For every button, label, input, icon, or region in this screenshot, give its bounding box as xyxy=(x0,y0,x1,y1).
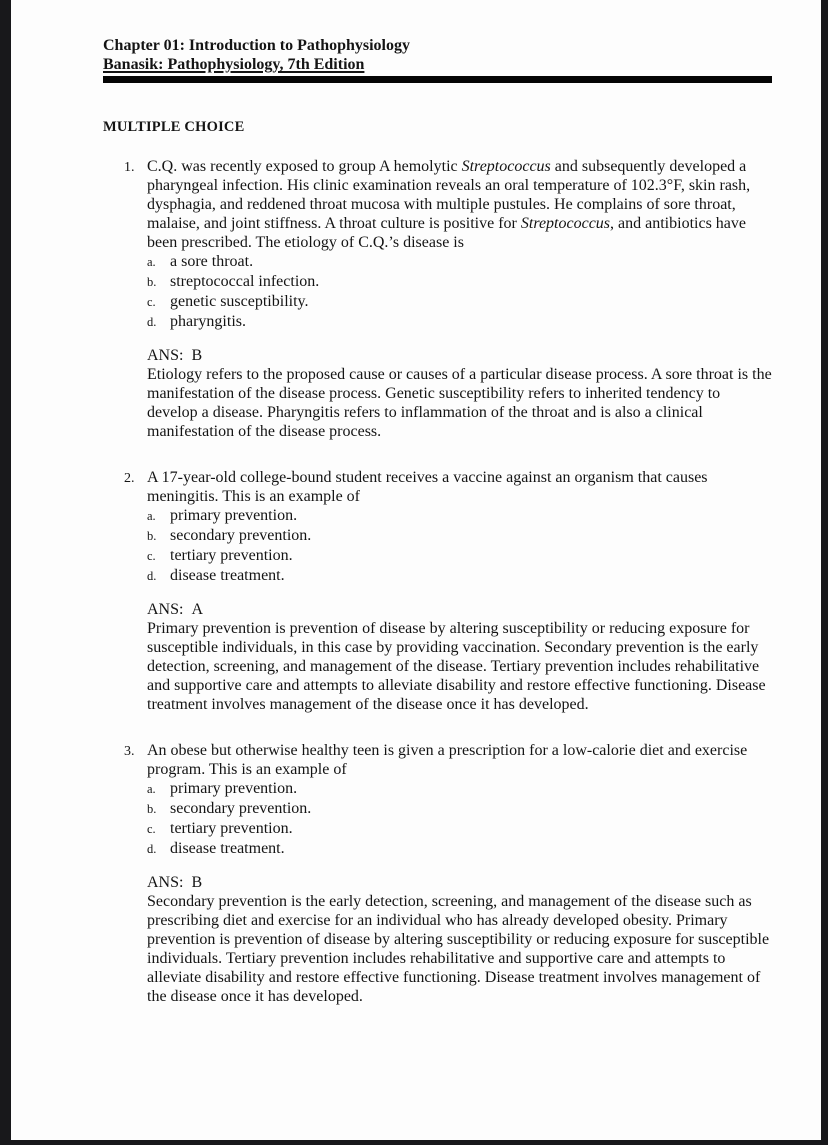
question-stem: C.Q. was recently exposed to group A hemolytic Streptococcus and subsequently developed a pharyngeal infection. His clinic examination reveals an oral temperature of 102.3°F, skin rash, dysphagia, and reddened throat mucosa with multiple pustules. He complains of sore throat, malaise, and joint stiffness. A throat culture is positive for Streptococcus, and antibiotics have been prescribed. The etiology of C.Q.’s disease is xyxy=(147,158,751,251)
option-text: primary prevention. xyxy=(170,507,298,524)
option-text: disease treatment. xyxy=(170,840,285,857)
option-text: primary prevention. xyxy=(170,780,298,797)
option-d xyxy=(147,312,772,332)
option-letter: a. xyxy=(147,509,156,523)
option-letter: a. xyxy=(147,255,156,269)
option-b xyxy=(147,526,772,546)
question-body xyxy=(147,741,772,1006)
option-text: pharyngitis. xyxy=(170,313,246,330)
option-c xyxy=(147,292,772,312)
question-number: 1. xyxy=(124,160,135,175)
document-header xyxy=(103,36,772,83)
option-text: tertiary prevention. xyxy=(170,547,293,564)
answer-line xyxy=(147,346,772,365)
question-body xyxy=(147,468,772,714)
option-letter: c. xyxy=(147,295,156,309)
options-list xyxy=(147,506,772,586)
chapter-title: Chapter 01: Introduction to Pathophysiology xyxy=(103,37,410,54)
option-text: disease treatment. xyxy=(170,567,285,584)
question-3 xyxy=(103,741,772,1006)
answer-letter: A xyxy=(191,601,204,618)
answer-line xyxy=(147,873,772,892)
question-number: 3. xyxy=(124,744,135,759)
question-stem: A 17-year-old college-bound student receives a vaccine against an organism that causes meningitis. This is an example of xyxy=(147,469,708,505)
options-list xyxy=(147,252,772,332)
option-text: secondary prevention. xyxy=(170,527,312,544)
answer-letter: B xyxy=(191,347,203,364)
questions-list xyxy=(103,157,772,1006)
section-heading: MULTIPLE CHOICE xyxy=(103,119,245,135)
option-letter: b. xyxy=(147,529,157,543)
header-rule xyxy=(103,76,772,83)
answer-rationale: Secondary prevention is the early detection, screening, and management of the disease such as prescribing diet and exercise for an individual who has already developed obesity. Primary prevention is prevention of disease by altering susceptibility or reducing exposure for susceptible individuals. Tertiary prevention includes rehabilitative and supportive care and attempts to alleviate disability and restore effective functioning. Disease treatment involves management of the disease once it has developed. xyxy=(147,893,770,1005)
option-c xyxy=(147,546,772,566)
option-b xyxy=(147,272,772,292)
answer-block xyxy=(147,873,772,1006)
book-title: Banasik: Pathophysiology, 7th Edition xyxy=(103,56,365,73)
answer-rationale: Etiology refers to the proposed cause or causes of a particular disease process. A sore throat is the manifestation of the disease process. Genetic susceptibility refers to inherited tendency to develop a disease. Pharyngitis refers to inflammation of the throat and is also a clinical manifestation of the disease process. xyxy=(147,366,772,440)
option-c xyxy=(147,819,772,839)
option-text: tertiary prevention. xyxy=(170,820,293,837)
question-1 xyxy=(103,157,772,441)
question-2 xyxy=(103,468,772,714)
document-page xyxy=(11,0,821,1140)
options-list xyxy=(147,779,772,859)
answer-block xyxy=(147,346,772,441)
answer-block xyxy=(147,600,772,714)
option-b xyxy=(147,799,772,819)
option-letter: d. xyxy=(147,569,157,583)
option-text: secondary prevention. xyxy=(170,800,312,817)
option-letter: c. xyxy=(147,822,156,836)
option-letter: a. xyxy=(147,782,156,796)
answer-label: ANS: xyxy=(147,347,184,364)
question-body xyxy=(147,157,772,441)
option-letter: b. xyxy=(147,275,157,289)
answer-label: ANS: xyxy=(147,874,184,891)
option-text: streptococcal infection. xyxy=(170,273,320,290)
page-content xyxy=(11,0,821,1006)
option-letter: d. xyxy=(147,315,157,329)
option-a xyxy=(147,506,772,526)
answer-label: ANS: xyxy=(147,601,184,618)
answer-rationale: Primary prevention is prevention of disease by altering susceptibility or reducing exposure for susceptible individuals, in this case by providing vaccination. Secondary prevention is the early detection, screening, and management of the disease. Tertiary prevention includes rehabilitative and supportive care and attempts to alleviate disability and restore effective functioning. Disease treatment involves management of the disease once it has developed. xyxy=(147,620,766,713)
option-a xyxy=(147,252,772,272)
option-text: a sore throat. xyxy=(170,253,254,270)
option-letter: d. xyxy=(147,842,157,856)
option-d xyxy=(147,566,772,586)
answer-line xyxy=(147,600,772,619)
answer-letter: B xyxy=(191,874,203,891)
option-letter: b. xyxy=(147,802,157,816)
option-letter: c. xyxy=(147,549,156,563)
question-stem: An obese but otherwise healthy teen is given a prescription for a low-calorie diet and exercise program. This is an example of xyxy=(147,742,748,778)
option-text: genetic susceptibility. xyxy=(170,293,309,310)
question-number: 2. xyxy=(124,471,135,486)
option-d xyxy=(147,839,772,859)
option-a xyxy=(147,779,772,799)
